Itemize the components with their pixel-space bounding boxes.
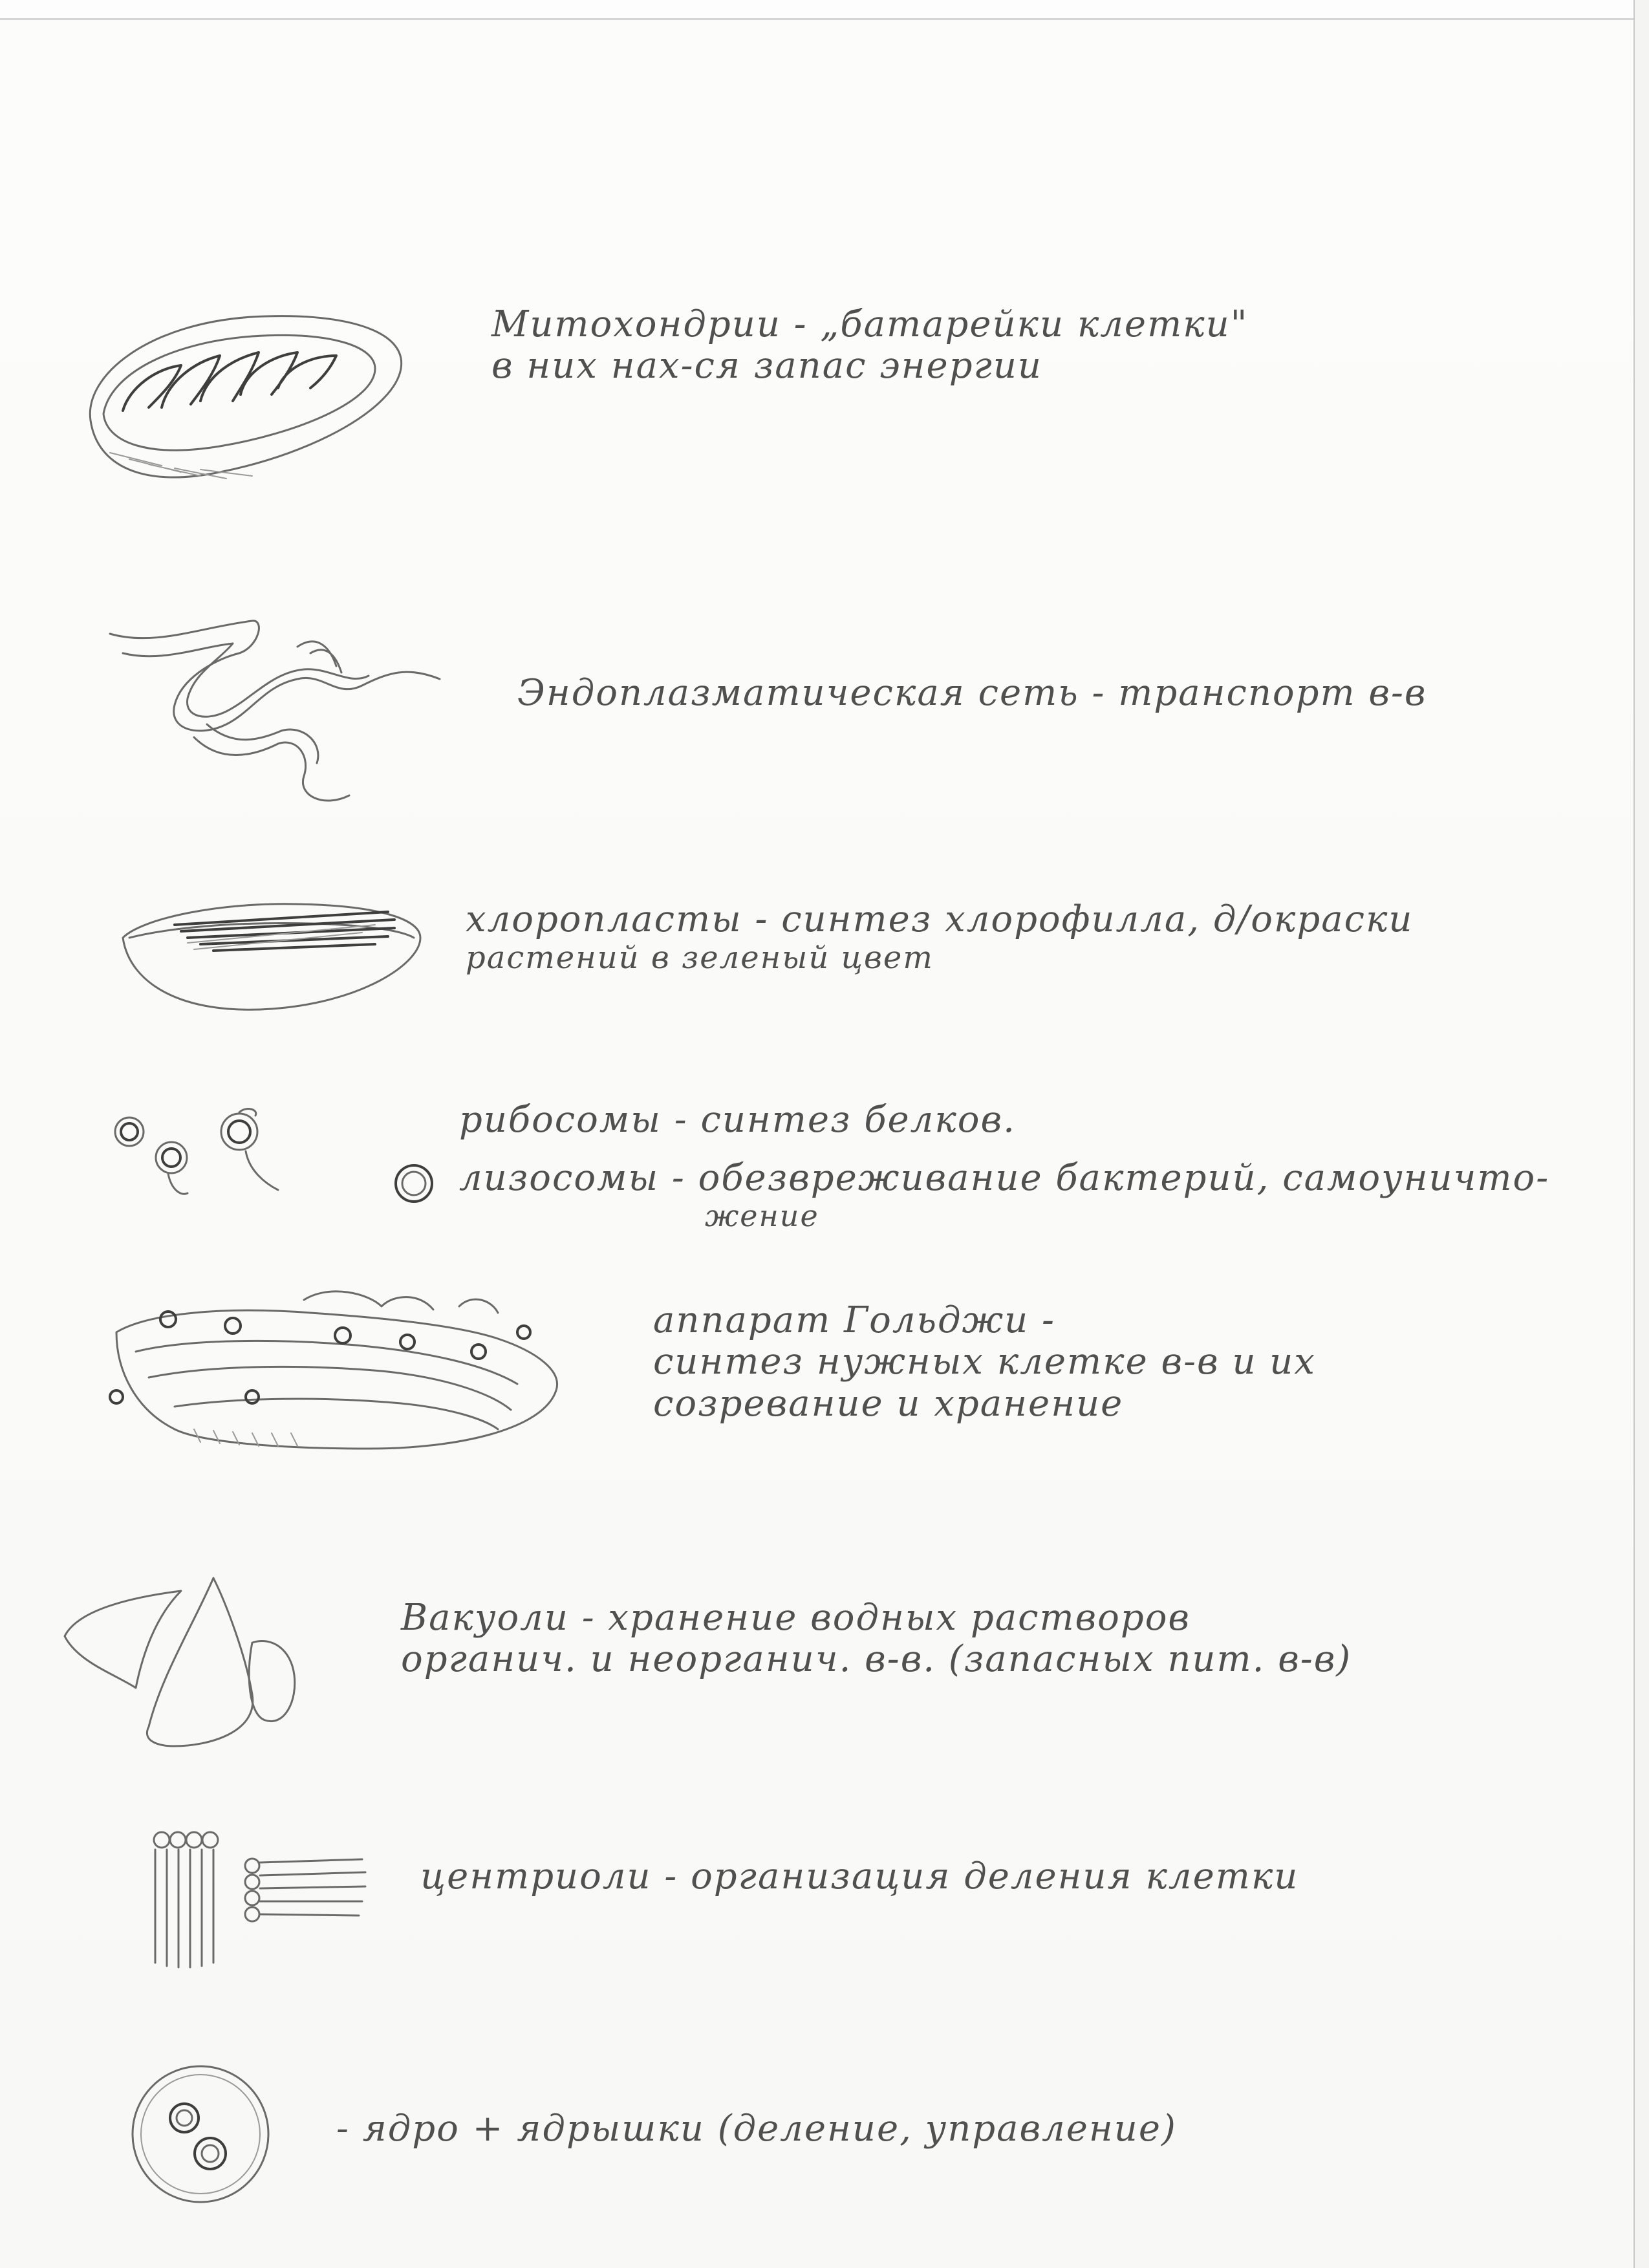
note-line: Эндоплазматическая сеть - транспорт в-в	[517, 672, 1427, 714]
lysosomes-note	[459, 1158, 1549, 1233]
note-line: хлоропласты - синтез хлорофилла, д/окраски	[466, 898, 1414, 940]
ribosome-icon	[110, 1099, 304, 1229]
mitochondrion-note	[491, 304, 1248, 387]
note-line: лизосомы - обезвреживание бактерий, самоуничто-	[459, 1157, 1550, 1199]
vacuole-icon	[58, 1565, 304, 1759]
note-line: синтез нужных клетке в-в и их	[653, 1341, 1316, 1383]
golgi-apparatus-note	[653, 1300, 1316, 1425]
note-line: центриоли - организация деления клетки	[420, 1855, 1299, 1897]
nucleus-note	[336, 2108, 1177, 2150]
vacuole-note	[401, 1597, 1352, 1681]
ribosomes-note	[459, 1099, 1016, 1141]
note-line: Митохондрии - „батарейки клетки"	[491, 303, 1249, 345]
note-line: органич. и неорганич. в-в. (запасных пит. в-в)	[401, 1638, 1352, 1681]
page-right-edge	[1633, 0, 1649, 2268]
mitochondrion-icon	[71, 297, 420, 491]
endoplasmic-reticulum-note	[517, 673, 1427, 714]
note-line: рибосомы - синтез белков.	[459, 1099, 1016, 1141]
chloroplast-note	[466, 899, 1413, 977]
note-line: Вакуоли - хранение водных растворов	[401, 1597, 1191, 1639]
note-line: - ядро + ядрышки (деление, управление)	[336, 2108, 1177, 2150]
page-top-edge	[0, 0, 1649, 20]
nucleus-icon	[123, 2057, 278, 2212]
note-line: растений в зеленый цвет	[466, 940, 934, 977]
note-line: жение	[705, 1198, 819, 1234]
note-line: аппарат Гольджи -	[653, 1299, 1055, 1341]
centriole-icon	[149, 1824, 382, 1979]
note-line: созревание и хранение	[653, 1382, 1124, 1425]
chloroplast-icon	[116, 892, 427, 1022]
golgi-apparatus-icon	[97, 1280, 576, 1474]
endoplasmic-reticulum-icon	[103, 608, 466, 815]
lysosome-icon	[388, 1158, 440, 1209]
note-line: в них нах-ся запас энергии	[491, 345, 1042, 387]
centrioles-note	[420, 1856, 1299, 1897]
